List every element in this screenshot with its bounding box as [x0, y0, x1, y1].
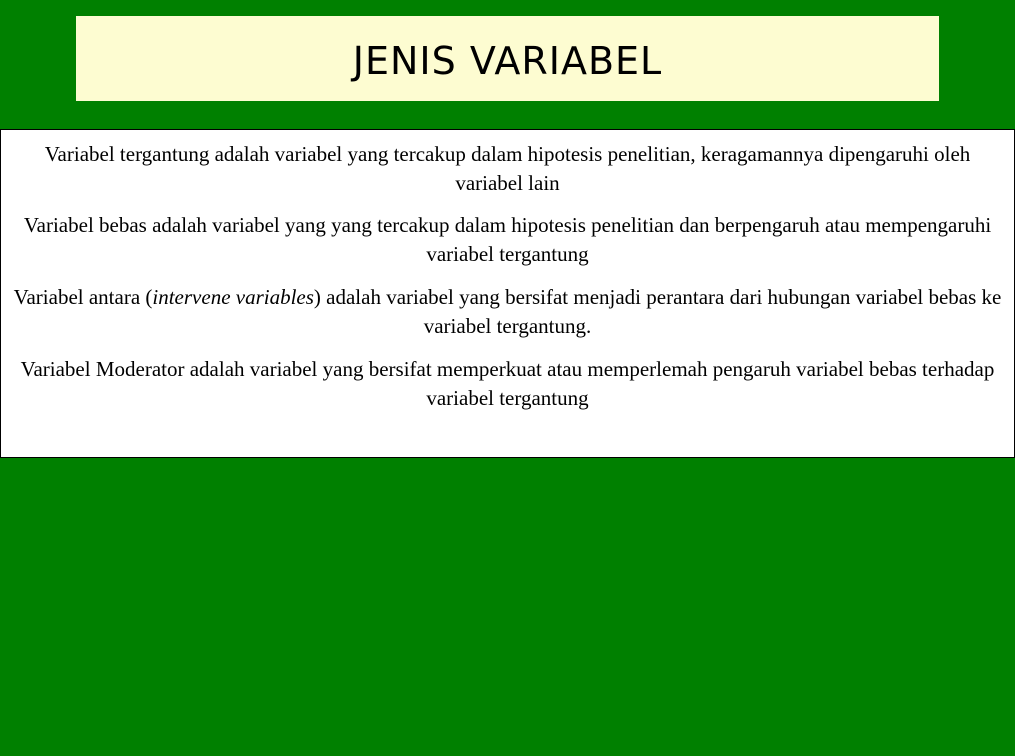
paragraph-independent-variable: Variabel bebas adalah variabel yang yang tercakup dalam hipotesis penelitian dan berpengaruh atau mempengaruhi variabel tergantung	[23, 213, 992, 266]
paragraph-intervening-variable	[9, 283, 1006, 341]
intervening-term: intervene variables	[152, 285, 314, 309]
paragraph-moderator-variable: Variabel Moderator adalah variabel yang bersifat memperkuat atau memperlemah pengaruh variabel bebas terhadap variabel tergantung	[20, 357, 995, 410]
intervening-text-end: ) adalah variabel yang bersifat menjadi perantara dari hubungan variabel bebas ke variabel tergantung.	[313, 285, 1002, 338]
title-banner	[76, 16, 939, 101]
slide-title: JENIS VARIABEL	[352, 38, 663, 83]
paragraph-dependent-variable: Variabel tergantung adalah variabel yang tercakup dalam hipotesis penelitian, keragamannya dipengaruhi oleh variabel lain	[44, 142, 971, 195]
intervening-text-start: Variabel antara (	[13, 285, 153, 309]
content-panel	[0, 129, 1015, 458]
